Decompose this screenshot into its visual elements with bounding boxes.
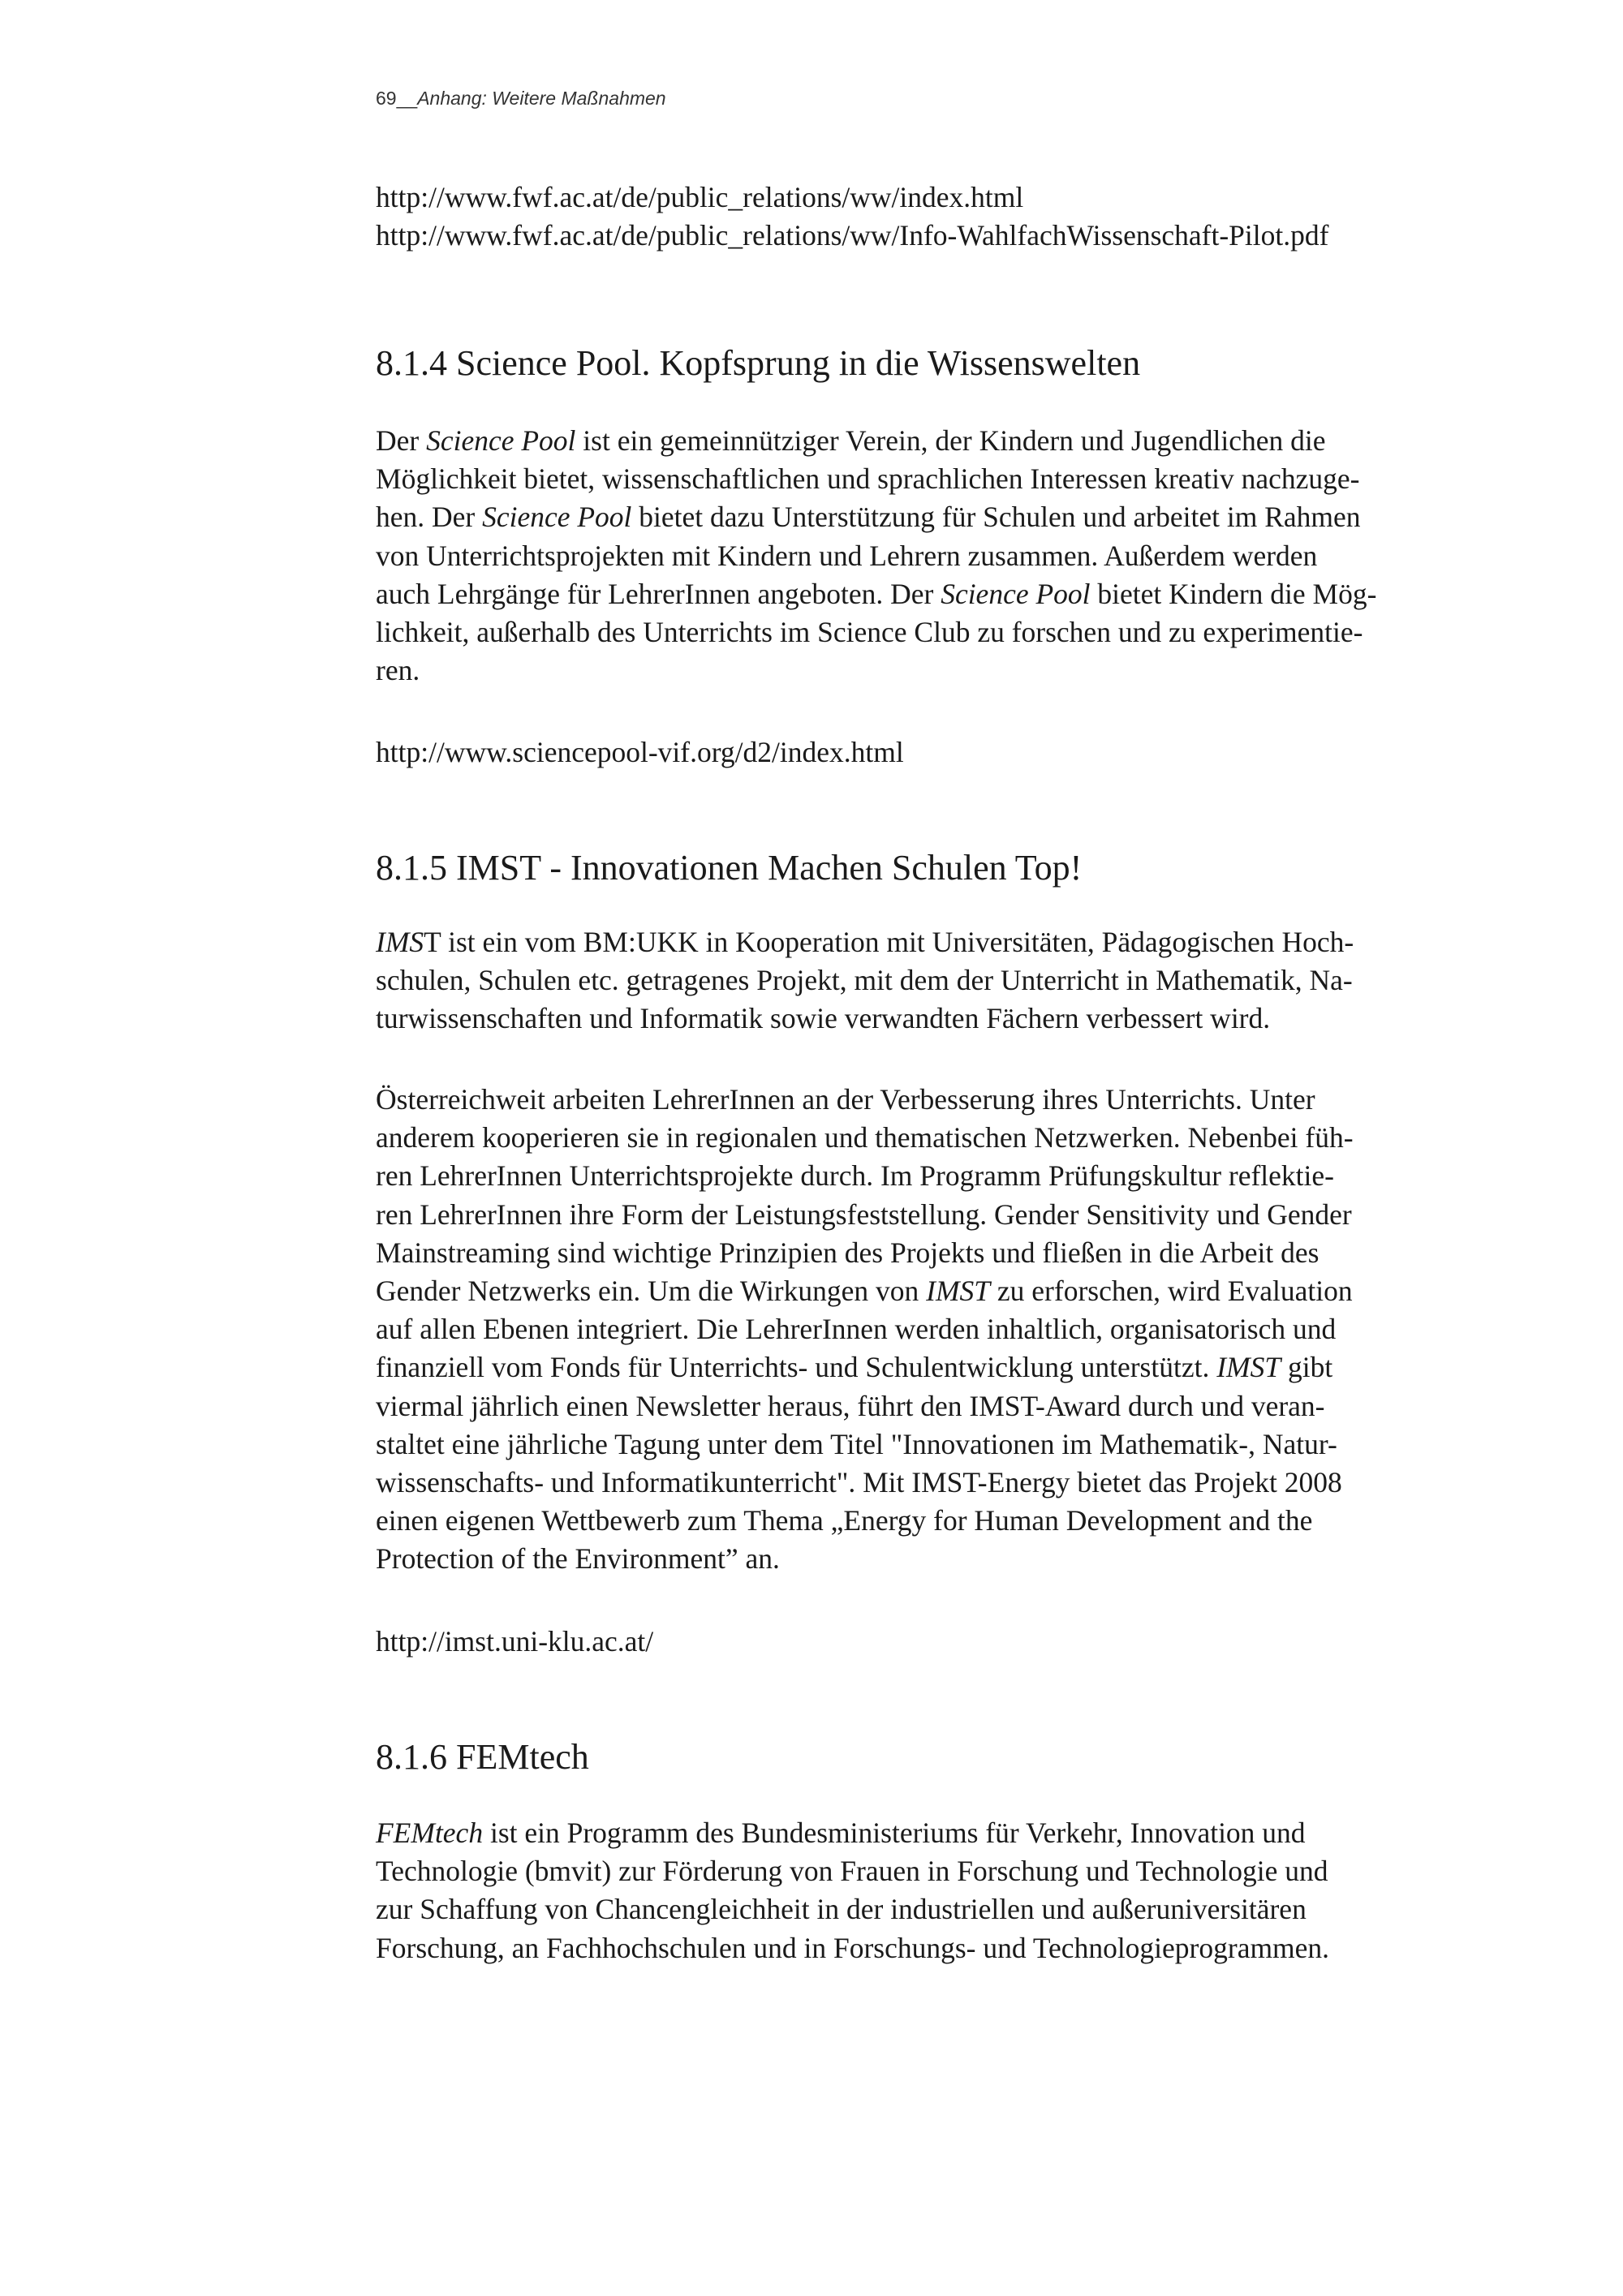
imst-paragraph-1 bbox=[376, 923, 1354, 1038]
text-line: finanziell vom Fonds für Unterrichts- und Schulentwicklung unterstützt. IMST gibt bbox=[376, 1351, 1333, 1384]
text-line: viermal jährlich einen Newsletter heraus, führt den IMST-Award durch und veran- bbox=[376, 1389, 1325, 1422]
text-line: hen. Der Science Pool bietet dazu Unterstützung für Schulen und arbeitet im Rahmen bbox=[376, 501, 1361, 534]
page-number: 69 bbox=[376, 88, 397, 109]
text-line: Der Science Pool ist ein gemeinnütziger Verein, der Kindern und Jugendlichen die bbox=[376, 424, 1326, 457]
text-line: Gender Netzwerks ein. Um die Wirkungen von IMST zu erforschen, wird Evaluation bbox=[376, 1275, 1353, 1308]
imst-paragraph-2 bbox=[376, 1081, 1354, 1579]
text-line: auch Lehrgänge für LehrerInnen angeboten. Der Science Pool bietet Kindern die Mög- bbox=[376, 577, 1377, 610]
text-line: Technologie (bmvit) zur Förderung von Frauen in Forschung und Technologie und bbox=[376, 1855, 1328, 1888]
femtech-name: FEMtech bbox=[376, 1817, 484, 1849]
text-line: auf allen Ebenen integriert. Die LehrerInnen werden inhaltlich, organisatorisch und bbox=[376, 1313, 1337, 1346]
text-line: Forschung, an Fachhochschulen und in Forschungs- und Technologieprogrammen. bbox=[376, 1931, 1330, 1964]
text-line: FEMtech ist ein Programm des Bundesministeriums für Verkehr, Innovation und bbox=[376, 1817, 1306, 1849]
text-line: zur Schaffung von Chancengleichheit in der industriellen und außeruniversitären bbox=[376, 1893, 1307, 1926]
text-line: lichkeit, außerhalb des Unterrichts im Science Club zu forschen und zu experimentie- bbox=[376, 616, 1363, 649]
text-line: Protection of the Environment” an. bbox=[376, 1542, 780, 1576]
science-pool-paragraph bbox=[376, 422, 1376, 690]
text-line: Möglichkeit bietet, wissenschaftlichen und sprachlichen Interessen kreativ nachzuge- bbox=[376, 462, 1360, 496]
fwf-link-pdf[interactable]: http://www.fwf.ac.at/de/public_relations/ww/Info-WahlfachWissenschaft-Pilot.pdf bbox=[376, 219, 1329, 252]
fwf-link-index[interactable]: http://www.fwf.ac.at/de/public_relations/ww/index.html bbox=[376, 181, 1024, 213]
text-line: wissenschafts- und Informatikunterricht". Mit IMST-Energy bietet das Projekt 2008 bbox=[376, 1466, 1342, 1499]
text-line: einen eigenen Wettbewerb zum Thema „Energy for Human Development and the bbox=[376, 1504, 1313, 1537]
text-line: schulen, Schulen etc. getragenes Projekt, mit dem der Unterricht in Mathematik, Na- bbox=[376, 964, 1353, 997]
fwf-links bbox=[376, 178, 1328, 255]
header-section-title: Anhang: Weitere Maßnahmen bbox=[417, 88, 666, 109]
section-heading-imst: 8.1.5 IMST - Innovationen Machen Schulen Top! bbox=[376, 848, 1083, 888]
header-separator: __ bbox=[396, 88, 418, 109]
text-line: ren LehrerInnen ihre Form der Leistungsfeststellung. Gender Sensitivity und Gender bbox=[376, 1197, 1352, 1231]
imst-link[interactable]: http://imst.uni-klu.ac.at/ bbox=[376, 1625, 654, 1658]
science-pool-link[interactable]: http://www.sciencepool-vif.org/d2/index.html bbox=[376, 736, 904, 768]
text-line: staltet eine jährliche Tagung unter dem Titel "Innovationen im Mathematik-, Natur- bbox=[376, 1427, 1337, 1460]
text-line: Mainstreaming sind wichtige Prinzipien des Projekts und fließen in die Arbeit des bbox=[376, 1236, 1319, 1269]
section-heading-science-pool: 8.1.4 Science Pool. Kopfsprung in die Wissenswelten bbox=[376, 343, 1141, 383]
text-line: turwissenschaften und Informatik sowie verwandten Fächern verbessert wird. bbox=[376, 1002, 1271, 1035]
text-line: Österreichweit arbeiten LehrerInnen an der Verbesserung ihres Unterrichts. Unter bbox=[376, 1083, 1315, 1116]
section-heading-femtech: 8.1.6 FEMtech bbox=[376, 1737, 589, 1777]
text-line: ren LehrerInnen Unterrichtsprojekte durch. Im Programm Prüfungskultur reflektie- bbox=[376, 1159, 1334, 1193]
text-line: ren. bbox=[376, 654, 420, 687]
text-line: anderem kooperieren sie in regionalen und thematischen Netzwerken. Nebenbei füh- bbox=[376, 1121, 1354, 1154]
text-line: IMST ist ein vom BM:UKK in Kooperation mit Universitäten, Pädagogischen Hoch- bbox=[376, 926, 1354, 958]
femtech-paragraph bbox=[376, 1814, 1329, 1967]
imst-name: IMS bbox=[376, 926, 424, 958]
text-line: von Unterrichtsprojekten mit Kindern und Lehrern zusammen. Außerdem werden bbox=[376, 539, 1318, 572]
science-pool-name: Science Pool bbox=[426, 424, 576, 457]
page-header bbox=[376, 88, 666, 110]
